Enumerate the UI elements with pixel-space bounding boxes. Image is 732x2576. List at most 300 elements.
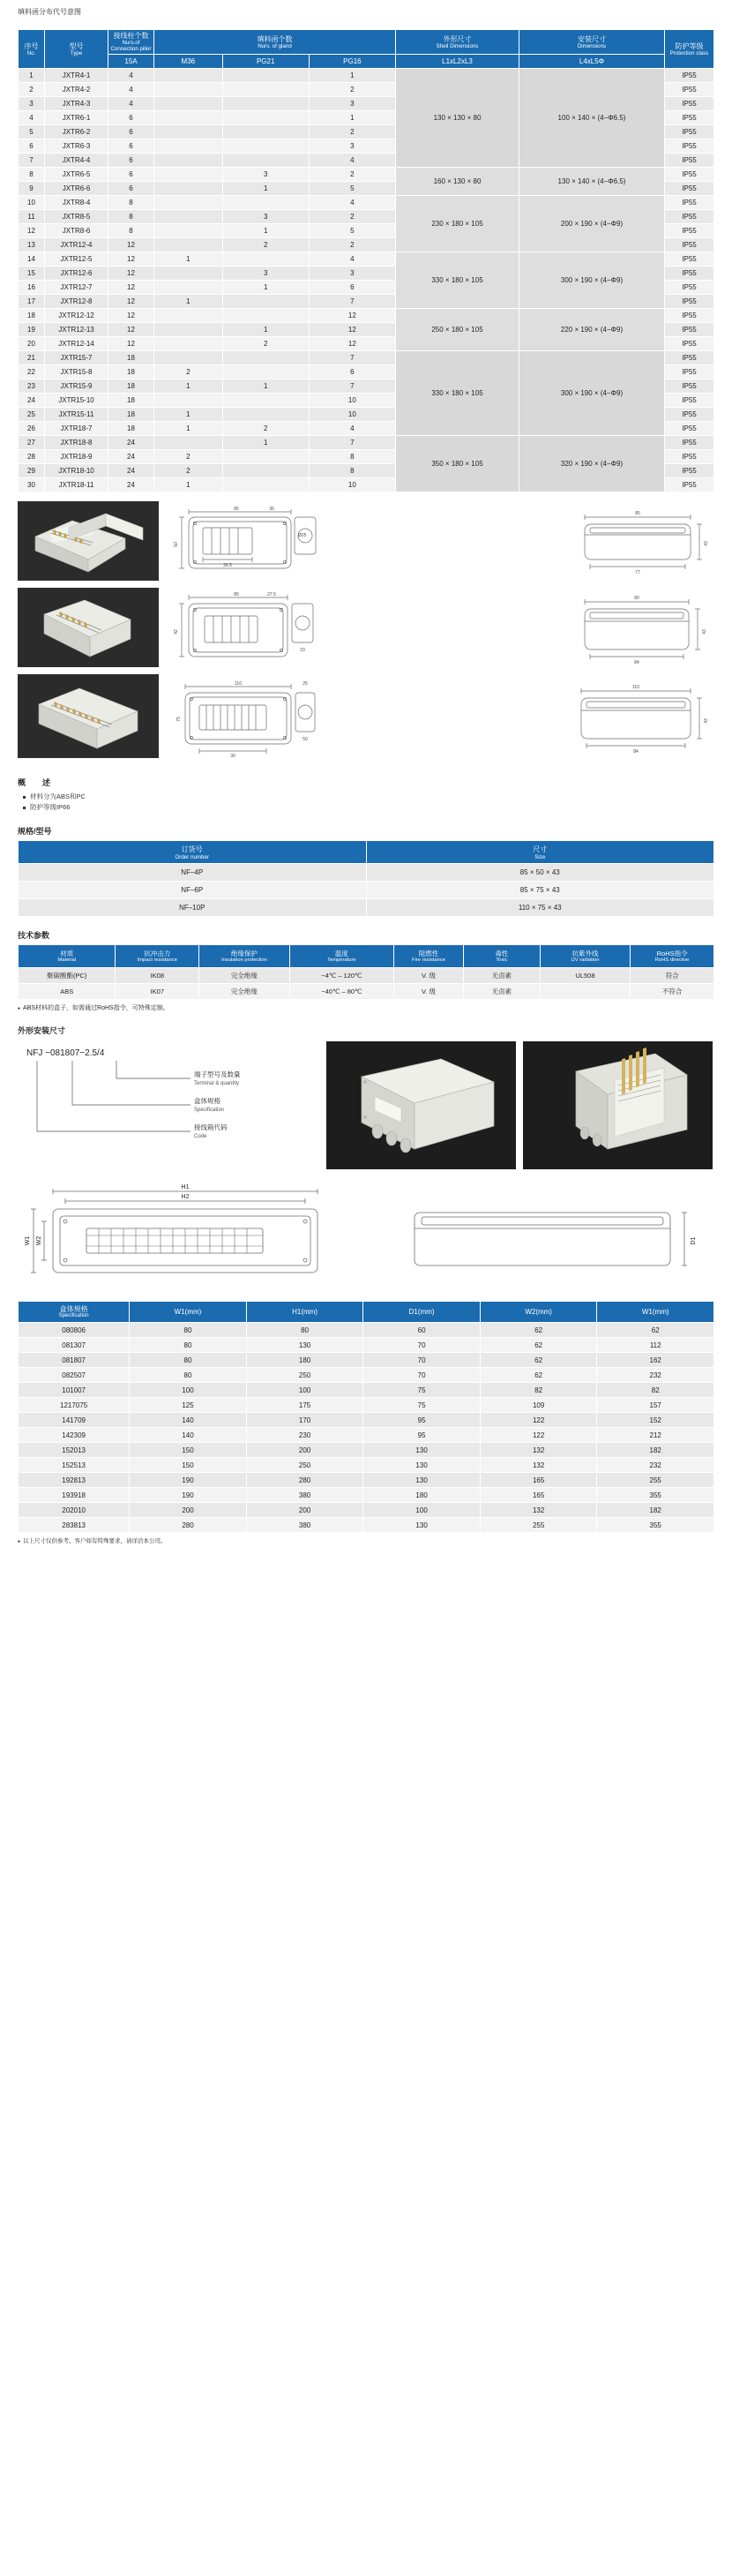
cell-h1: 130 — [246, 1338, 363, 1353]
cell-spec: 082507 — [19, 1368, 130, 1383]
cell-protection: IP55 — [665, 182, 714, 196]
cell-shell-dim: 330 × 180 × 105 — [396, 351, 519, 436]
cell-h1: 175 — [246, 1398, 363, 1413]
cell-protection: IP55 — [665, 252, 714, 267]
cell-spec: 081807 — [19, 1353, 130, 1368]
cell-no: 29 — [19, 464, 45, 478]
cell-15a: 12 — [108, 238, 154, 252]
cell-w1: 80 — [130, 1368, 247, 1383]
cell-mount-dim: 200 × 190 × (4−Φ9) — [519, 196, 665, 252]
cell-m36 — [154, 267, 223, 281]
cell-no: 20 — [19, 337, 45, 351]
cell-no: 4 — [19, 111, 45, 125]
cell-protection: IP55 — [665, 111, 714, 125]
cell-15a: 4 — [108, 69, 154, 83]
svg-text:50: 50 — [174, 542, 179, 548]
cell-15a: 6 — [108, 182, 154, 196]
cell-w1b: 112 — [597, 1338, 714, 1353]
cell-w1b: 355 — [597, 1518, 714, 1533]
cell-protection: IP55 — [665, 139, 714, 154]
cell-m36 — [154, 224, 223, 238]
cell-mount-dim: 130 × 140 × (4−Φ6.5) — [519, 168, 665, 196]
cell-m36 — [154, 323, 223, 337]
cell-15a: 6 — [108, 111, 154, 125]
cell-protection: IP55 — [665, 196, 714, 210]
cell-w1b: 82 — [597, 1383, 714, 1398]
cell-h1: 250 — [246, 1368, 363, 1383]
cell-type: JXTR12-6 — [45, 267, 108, 281]
cell-pg16: 5 — [309, 182, 395, 196]
spec-row — [19, 1353, 714, 1368]
catalog-page — [0, 7, 732, 1544]
cell-w1: 200 — [130, 1503, 247, 1518]
svg-text:Code: Code — [194, 1134, 207, 1140]
cell-m36: 1 — [154, 295, 223, 309]
spec-row — [19, 1503, 714, 1518]
cell-15a: 12 — [108, 281, 154, 295]
cell-w1: 190 — [130, 1488, 247, 1503]
code-photos — [309, 1041, 714, 1174]
cell-15a: 6 — [108, 168, 154, 182]
cell-protection: IP55 — [665, 365, 714, 379]
svg-text:W2: W2 — [36, 1236, 42, 1246]
cell-protection: IP55 — [665, 337, 714, 351]
cell-spec: 193918 — [19, 1488, 130, 1503]
cell-no: 5 — [19, 125, 45, 139]
cell-pg21 — [222, 478, 309, 492]
cell-type: JXTR12-14 — [45, 337, 108, 351]
cell-d1: 130 — [363, 1443, 481, 1458]
model-specification-table — [18, 29, 714, 492]
cell-spec: 080806 — [19, 1323, 130, 1338]
cell-mount-dim: 300 × 190 × (4−Φ9) — [519, 351, 665, 436]
svg-text:43: 43 — [704, 718, 709, 725]
cell-protection: IP55 — [665, 210, 714, 224]
cell-w2: 62 — [480, 1353, 597, 1368]
table-row — [19, 309, 714, 323]
cell-pg21 — [222, 394, 309, 408]
cell-type: JXTR6-3 — [45, 139, 108, 154]
cell-w1b: 152 — [597, 1413, 714, 1428]
overview-bullet-protection: 防护等级IP66 — [23, 802, 714, 813]
cell-m36 — [154, 238, 223, 252]
cell-w1b: 162 — [597, 1353, 714, 1368]
cell-no: 10 — [19, 196, 45, 210]
svg-text:25: 25 — [303, 681, 308, 687]
cell-fire: V. 级 — [394, 984, 464, 1000]
svg-text:36: 36 — [269, 507, 274, 513]
th-tech-2: 绝缘保护 Insulation protection — [199, 945, 290, 968]
th-type: 型号 Type — [45, 30, 108, 69]
cell-pg21 — [222, 252, 309, 267]
cell-protection: IP55 — [665, 394, 714, 408]
th-tech-0: 材质 Material — [19, 945, 116, 968]
cell-mount-dim: 220 × 190 × (4−Φ9) — [519, 309, 665, 351]
svg-text:NFJ −081807−2.5/4: NFJ −081807−2.5/4 — [26, 1048, 105, 1059]
cell-no: 21 — [19, 351, 45, 365]
cell-no: 6 — [19, 139, 45, 154]
th-spec-3: D1(mm) — [363, 1302, 481, 1323]
th-tech-4: 阻燃性 Fire resistance — [394, 945, 464, 968]
cell-pg21 — [222, 69, 309, 83]
cell-type: JXTR12-13 — [45, 323, 108, 337]
cell-15a: 8 — [108, 210, 154, 224]
cell-m36 — [154, 436, 223, 450]
cell-spec: 142309 — [19, 1428, 130, 1443]
cell-d1: 130 — [363, 1458, 481, 1473]
spec-row — [19, 1518, 714, 1533]
cell-protection: IP55 — [665, 267, 714, 281]
cell-insul: 完全绝缘 — [199, 968, 290, 984]
cell-m36 — [154, 351, 223, 365]
cell-type: JXTR18-8 — [45, 436, 108, 450]
cell-size: 110 × 75 × 43 — [366, 899, 714, 917]
cell-toxic: 无卤素 — [463, 984, 540, 1000]
tech-row — [19, 984, 714, 1000]
cell-no: 18 — [19, 309, 45, 323]
th-tech-7: RoHS指令 RoHS directive — [631, 945, 714, 968]
cell-h1: 380 — [246, 1488, 363, 1503]
cell-w2: 165 — [480, 1473, 597, 1488]
cell-fire: V. 级 — [394, 968, 464, 984]
cell-protection: IP55 — [665, 464, 714, 478]
cell-m36 — [154, 154, 223, 168]
cell-pg16: 1 — [309, 69, 395, 83]
cell-m36 — [154, 83, 223, 97]
cell-15a: 4 — [108, 83, 154, 97]
cell-15a: 12 — [108, 267, 154, 281]
th-tech-1: 抗冲击力 Impact resistance — [116, 945, 199, 968]
dimension-drawings-area — [18, 1179, 714, 1294]
tech-note: ● ABS材料的盒子，如需通过RoHS指令，可特殊定制。 — [18, 1003, 714, 1012]
cell-insul: 完全绝缘 — [199, 984, 290, 1000]
cell-no: 16 — [19, 281, 45, 295]
cell-type: JXTR15-9 — [45, 379, 108, 394]
svg-text:84: 84 — [633, 749, 639, 755]
cell-m36: 1 — [154, 252, 223, 267]
cell-h1: 170 — [246, 1413, 363, 1428]
cell-uv: UL508 — [540, 968, 631, 984]
cell-protection: IP55 — [665, 168, 714, 182]
cell-pg21: 2 — [222, 337, 309, 351]
svg-text:80: 80 — [634, 596, 639, 602]
cell-protection: IP55 — [665, 436, 714, 450]
svg-text:110: 110 — [235, 681, 242, 687]
th-m36: M36 — [154, 55, 223, 69]
cell-type: JXTR4-2 — [45, 83, 108, 97]
order-row — [19, 899, 714, 917]
code-section-heading: 外形安装尺寸 — [18, 1026, 66, 1036]
cell-15a: 6 — [108, 139, 154, 154]
cell-d1: 70 — [363, 1353, 481, 1368]
cell-m36 — [154, 168, 223, 182]
cell-type: JXTR4-1 — [45, 69, 108, 83]
cell-type: JXTR18-11 — [45, 478, 108, 492]
cell-pg16: 7 — [309, 295, 395, 309]
th-order-number: 订货号 Order number — [19, 841, 367, 864]
cell-no: 3 — [19, 97, 45, 111]
cell-15a: 24 — [108, 478, 154, 492]
spec-row — [19, 1383, 714, 1398]
cell-mount-dim: 300 × 190 × (4−Φ9) — [519, 252, 665, 309]
cell-pg21 — [222, 154, 309, 168]
product-photo-2 — [18, 588, 159, 667]
cell-spec: 152013 — [19, 1443, 130, 1458]
cell-w2: 132 — [480, 1503, 597, 1518]
cell-shell-dim: 350 × 180 × 105 — [396, 436, 519, 492]
cell-pg21: 1 — [222, 182, 309, 196]
cell-protection: IP55 — [665, 309, 714, 323]
cell-pg21 — [222, 365, 309, 379]
cell-w1b: 232 — [597, 1458, 714, 1473]
cell-pg21 — [222, 450, 309, 464]
cell-w1: 150 — [130, 1443, 247, 1458]
overview-heading-char2: 述 — [42, 778, 51, 788]
cell-pg16: 7 — [309, 351, 395, 365]
cell-pg16: 10 — [309, 408, 395, 422]
cell-protection: IP55 — [665, 379, 714, 394]
order-table-body — [19, 864, 714, 917]
cell-protection: IP55 — [665, 69, 714, 83]
svg-text:Terminal & quantity: Terminal & quantity — [194, 1081, 240, 1087]
cell-type: JXTR18-7 — [45, 422, 108, 436]
cell-pg16: 10 — [309, 394, 395, 408]
cell-pg16: 4 — [309, 252, 395, 267]
cell-shell-dim: 230 × 180 × 105 — [396, 196, 519, 252]
cell-pg16: 12 — [309, 309, 395, 323]
cell-w1b: 212 — [597, 1428, 714, 1443]
cell-pg21 — [222, 351, 309, 365]
cell-no: 15 — [19, 267, 45, 281]
th-spec-5: W1(mm) — [597, 1302, 714, 1323]
cell-protection: IP55 — [665, 154, 714, 168]
svg-text:84: 84 — [634, 660, 639, 666]
cell-spec: 192813 — [19, 1473, 130, 1488]
cell-d1: 100 — [363, 1503, 481, 1518]
code-explanation-area — [18, 1041, 714, 1174]
spec-row — [19, 1428, 714, 1443]
svg-text:Ø25: Ø25 — [298, 533, 307, 539]
cell-d1: 75 — [363, 1383, 481, 1398]
svg-text:85: 85 — [234, 507, 239, 513]
cell-pg21 — [222, 97, 309, 111]
cell-pg16: 10 — [309, 478, 395, 492]
svg-text:盒体规格: 盒体规格 — [194, 1097, 220, 1106]
svg-text:W1: W1 — [25, 1236, 31, 1246]
cell-no: 23 — [19, 379, 45, 394]
cell-pg21: 2 — [222, 422, 309, 436]
cell-protection: IP55 — [665, 478, 714, 492]
cell-w1: 125 — [130, 1398, 247, 1413]
cell-type: JXTR4-4 — [45, 154, 108, 168]
product-photo-closed-box — [326, 1041, 516, 1169]
spec-row — [19, 1323, 714, 1338]
cell-pg21 — [222, 408, 309, 422]
footnote-text: 以上尺寸仅供参考。客户如有特殊要求，请详洽本公司。 — [23, 1538, 167, 1545]
cell-15a: 18 — [108, 379, 154, 394]
cell-15a: 18 — [108, 394, 154, 408]
tech-section-heading: 技术参数 — [18, 931, 50, 941]
cell-pg21 — [222, 83, 309, 97]
cell-pg16: 3 — [309, 97, 395, 111]
svg-text:50: 50 — [303, 737, 308, 743]
cell-d1: 95 — [363, 1413, 481, 1428]
cell-15a: 12 — [108, 323, 154, 337]
spec-row — [19, 1398, 714, 1413]
cell-h1: 80 — [246, 1323, 363, 1338]
cell-pg21: 1 — [222, 224, 309, 238]
cell-material: ABS — [19, 984, 116, 1000]
drawing-row-3 — [166, 675, 714, 759]
th-pg21: PG21 — [222, 55, 309, 69]
cell-pg21 — [222, 196, 309, 210]
th-tech-3: 温度 Temperature — [289, 945, 393, 968]
cell-pg21 — [222, 309, 309, 323]
th-no: 序号 No. — [19, 30, 45, 69]
cell-type: JXTR15-7 — [45, 351, 108, 365]
svg-text:43: 43 — [704, 541, 709, 547]
spec-row — [19, 1488, 714, 1503]
cell-type: JXTR15-11 — [45, 408, 108, 422]
code-breakdown-diagram — [18, 1041, 309, 1174]
cell-order-number: NF–4P — [19, 864, 367, 882]
cell-no: 27 — [19, 436, 45, 450]
drawing-row-2 — [166, 586, 714, 670]
svg-text:30: 30 — [230, 754, 235, 760]
cell-15a: 18 — [108, 351, 154, 365]
th-gland: 填料函个数 Nurs. of gland — [154, 30, 396, 55]
cell-w1b: 182 — [597, 1503, 714, 1518]
cell-mount-dim: 100 × 140 × (4−Φ6.5) — [519, 69, 665, 168]
cell-no: 22 — [19, 365, 45, 379]
th-l1l2l3: L1xL2xL3 — [396, 55, 519, 69]
th-size: 尺寸 Size — [366, 841, 714, 864]
svg-text:43: 43 — [702, 629, 707, 635]
th-15a: 15A — [108, 55, 154, 69]
cell-h1: 280 — [246, 1473, 363, 1488]
cell-m36: 1 — [154, 408, 223, 422]
cell-w2: 122 — [480, 1428, 597, 1443]
drawing-top-view-10p — [166, 675, 320, 759]
cell-type: JXTR6-5 — [45, 168, 108, 182]
cell-spec: 152513 — [19, 1458, 130, 1473]
drawing-top-view-6p — [166, 586, 320, 670]
th-spec-1: W1(mm) — [130, 1302, 247, 1323]
cell-type: JXTR12-7 — [45, 281, 108, 295]
cell-type: JXTR12-8 — [45, 295, 108, 309]
technical-drawings-column — [159, 501, 714, 764]
cell-m36 — [154, 394, 223, 408]
photo-column — [18, 501, 159, 764]
cell-m36 — [154, 69, 223, 83]
spec-table-body — [19, 1323, 714, 1533]
cell-protection: IP55 — [665, 323, 714, 337]
cell-h1: 100 — [246, 1383, 363, 1398]
cell-w1: 140 — [130, 1413, 247, 1428]
th-spec-2: H1(mm) — [246, 1302, 363, 1323]
cell-pg16: 2 — [309, 125, 395, 139]
cell-h1: 180 — [246, 1353, 363, 1368]
svg-text:接线箱代码: 接线箱代码 — [194, 1123, 228, 1132]
svg-text:110: 110 — [632, 685, 639, 691]
cell-h1: 380 — [246, 1518, 363, 1533]
cell-m36 — [154, 182, 223, 196]
cell-no: 19 — [19, 323, 45, 337]
table-body — [19, 69, 714, 492]
cell-type: JXTR8-4 — [45, 196, 108, 210]
cell-type: JXTR4-3 — [45, 97, 108, 111]
cell-m36: 2 — [154, 365, 223, 379]
cell-pg21: 3 — [222, 168, 309, 182]
overview-heading-char1: 概 — [18, 778, 26, 788]
cell-pg21 — [222, 295, 309, 309]
cell-type: JXTR15-8 — [45, 365, 108, 379]
cell-w2: 62 — [480, 1368, 597, 1383]
cell-no: 11 — [19, 210, 45, 224]
cell-mount-dim: 320 × 190 × (4−Φ9) — [519, 436, 665, 492]
table-row — [19, 69, 714, 83]
cell-15a: 6 — [108, 125, 154, 139]
cell-15a: 12 — [108, 252, 154, 267]
cell-impact: IK08 — [116, 968, 199, 984]
cell-no: 2 — [19, 83, 45, 97]
svg-text:23: 23 — [300, 648, 305, 654]
th-shell-dim: 外形尺寸 Shell Dimensions — [396, 30, 519, 55]
cell-type: JXTR6-6 — [45, 182, 108, 196]
table-row — [19, 168, 714, 182]
cell-shell-dim: 130 × 130 × 80 — [396, 69, 519, 168]
cell-pg16: 2 — [309, 210, 395, 224]
page-footnote: ● 以上尺寸仅供参考。客户如有特殊要求，请详洽本公司。 — [18, 1538, 167, 1545]
cell-protection: IP55 — [665, 450, 714, 464]
th-tech-5: 毒性 Toxic — [463, 945, 540, 968]
product-photo-open-box — [523, 1041, 713, 1169]
cell-w1: 80 — [130, 1323, 247, 1338]
cell-m36 — [154, 125, 223, 139]
order-number-table — [18, 840, 714, 917]
cell-15a: 12 — [108, 295, 154, 309]
cell-no: 7 — [19, 154, 45, 168]
cell-m36 — [154, 309, 223, 323]
cell-w1: 80 — [130, 1338, 247, 1353]
cell-m36 — [154, 210, 223, 224]
cell-type: JXTR8-5 — [45, 210, 108, 224]
order-section-heading: 规格/型号 — [18, 827, 52, 837]
cell-15a: 8 — [108, 196, 154, 210]
cell-order-number: NF–6P — [19, 882, 367, 899]
cell-material: 聚碳酸酯(PC) — [19, 968, 116, 984]
cell-type: JXTR6-1 — [45, 111, 108, 125]
cell-pg16: 6 — [309, 281, 395, 295]
cell-pg21: 1 — [222, 379, 309, 394]
th-pg16: PG16 — [309, 55, 395, 69]
cell-w2: 109 — [480, 1398, 597, 1413]
cell-no: 24 — [19, 394, 45, 408]
cell-m36 — [154, 196, 223, 210]
cell-no: 28 — [19, 450, 45, 464]
table-row — [19, 436, 714, 450]
table-row — [19, 351, 714, 365]
cell-protection: IP55 — [665, 83, 714, 97]
cell-w1b: 62 — [597, 1323, 714, 1338]
product-illustration-section — [18, 501, 714, 764]
cell-pg16: 12 — [309, 323, 395, 337]
th-spec-4: W2(mm) — [480, 1302, 597, 1323]
svg-text:75: 75 — [176, 717, 182, 723]
drawing-row-1 — [166, 501, 714, 581]
cell-shell-dim: 160 × 130 × 80 — [396, 168, 519, 196]
table-row — [19, 196, 714, 210]
